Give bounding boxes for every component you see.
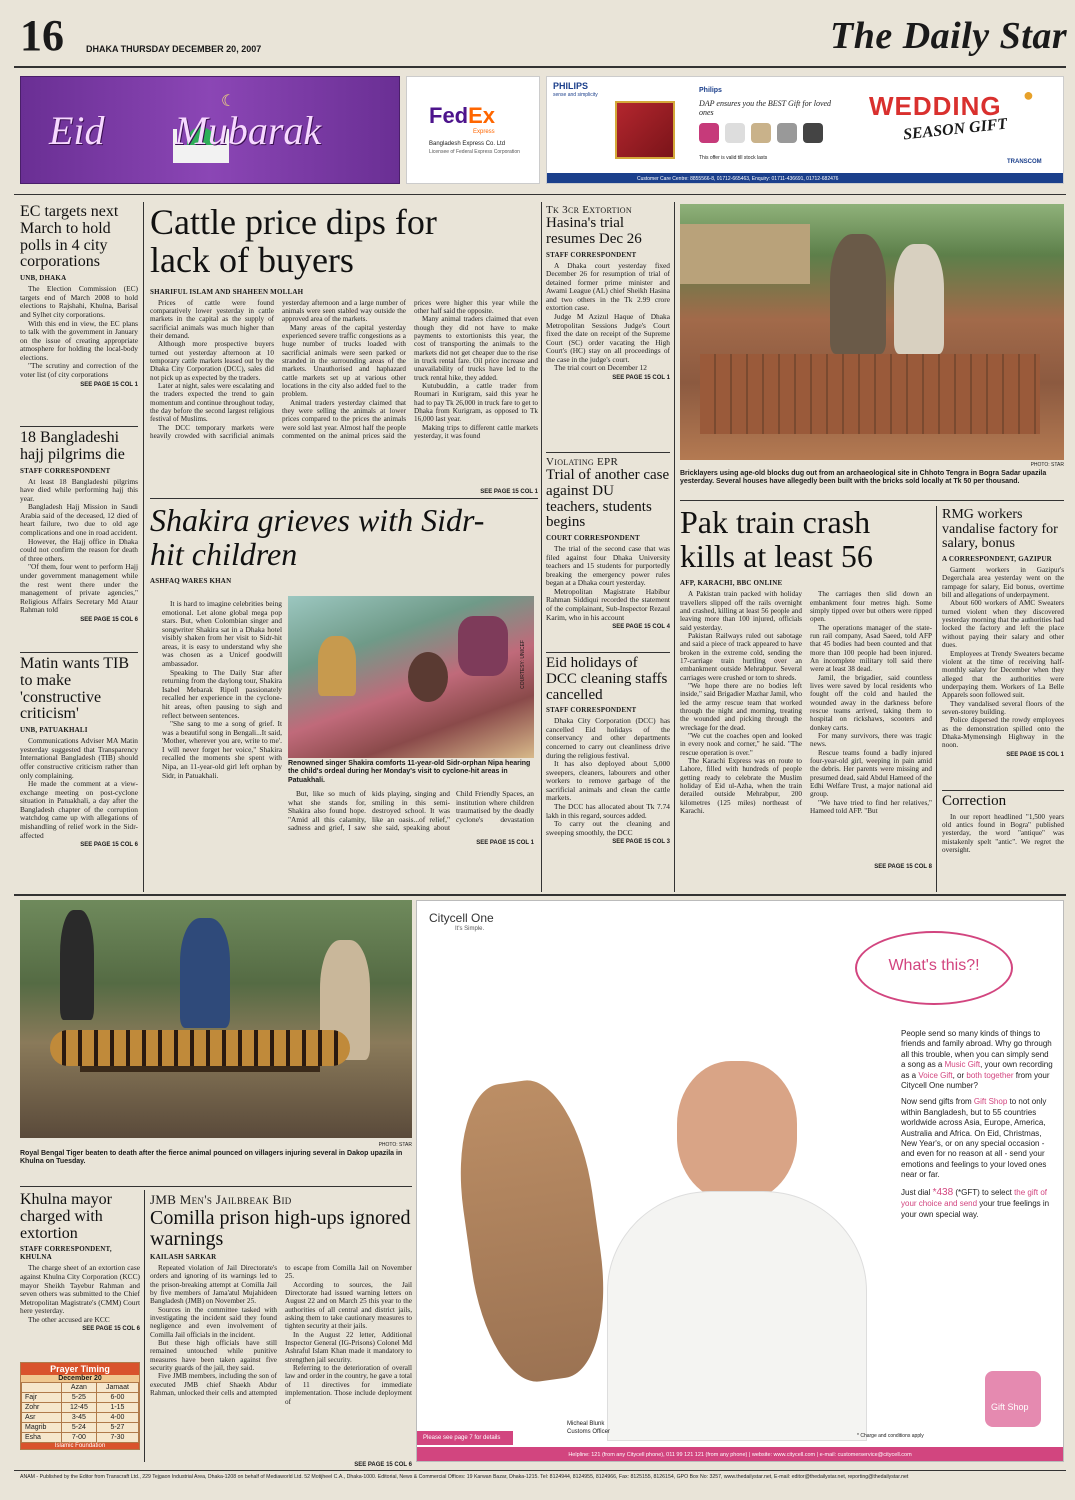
paragraph: However, the Hajj office in Dhaka could not confirm the reason for death of three others. <box>20 536 138 563</box>
col-divider-3 <box>674 202 675 892</box>
tiger-photo <box>20 900 412 1138</box>
story-body: In our report headlined "1,500 years old antics found in Bogra" published yesterday, the word "antique" was mistakenly spelt "antic". We regret the oversight. <box>942 812 1064 855</box>
speech-bubble <box>855 931 1013 1005</box>
paragraph: But, like so much of what she stands for, Shakira also found hope. "Amid all this calamity, sadness and grief, I saw kids playing, singing and smiling in this semi-destroyed school. It was like an oasis...of relief," she said, speaking about Child Friendly Spaces, an institution where children traumatised by the deadly cyclone's devastation <box>288 790 534 833</box>
fedex-licensee: Licensee of Federal Express Corporation <box>429 149 520 155</box>
see-page-link[interactable]: SEE PAGE 15 COL 6 <box>80 616 138 623</box>
paragraph: Many animal traders claimed that even though they did not have to make payments to extortionists this year, the cost of transporting the animals to the markets did not get cheaper due to the rise in truck rental fare. Oil price increase and unavailability of trucks have led to the truck rental hike, they added. <box>414 315 538 382</box>
footer-imprint: ANAM - Published by the Editor from Transcraft Ltd., 229 Tejgaon Industrial Area, Dhaka-1208 on behalf of Mediaworld Ltd. 52 Motijheel C.A., Dhaka-1000. Editorial, News & Commercial Offices: 19 Karwan Bazar, Dhaka-1215. Tel: 8124944, 8124955, 8124966, Fax: 8125155, 8126154, GPO Box No: 3257, www.thedailystar.net, E-mail: editor@thedailystar.net, reporting@thedailystar.net <box>20 1474 909 1480</box>
person-name: Micheal Blunk <box>567 1421 605 1427</box>
customs-officer-image <box>457 1021 877 1441</box>
prayer-name: Zohr <box>22 1403 62 1413</box>
copy-text: to select <box>979 1188 1015 1198</box>
see-page-link[interactable]: SEE PAGE 15 COL 3 <box>612 839 670 846</box>
paragraph: "The scrutiny and correction of the voter list (of city corporations <box>20 361 138 379</box>
paragraph: The DCC temporary markets were heavily crowded with sacrificial animals yesterday afternoon and a large number of animals were seen stabled way outside the approved area of the markets. <box>150 298 406 441</box>
shakira-body-col1 <box>162 600 282 832</box>
see-page-link[interactable]: SEE PAGE 15 COL 1 <box>1006 751 1064 758</box>
photo-caption: Royal Bengal Tiger beaten to death after the fierce animal pounced on villagers injuring several in Dakop upazila in Khulna on Tuesday. <box>20 1150 403 1166</box>
headline: EC targets next March to hold polls in 4 city corporations <box>20 203 119 271</box>
conditions-note: * Charge and conditions apply <box>857 1433 924 1439</box>
byline: ASHFAQ WARES KHAN <box>150 577 232 586</box>
story-body <box>942 566 1064 750</box>
paragraph: Garment workers in Gazipur's Degerchala area yesterday went on the rampage for salary, Eid bonus, overtime bill and allegations of underpayment. <box>942 566 1064 600</box>
col-divider-1 <box>143 202 144 892</box>
paragraph: Bangladesh Hajj Mission in Saudi Arabia said of the deceased, 12 died of heart failure, two due to old age complications and one in road accident. <box>20 502 138 538</box>
table-row <box>22 1433 139 1443</box>
paragraph: At least 18 Bangladeshi pilgrims have died while performing hajj this year. <box>20 477 138 503</box>
byline: STAFF CORRESPONDENT <box>20 466 111 475</box>
story-correction <box>942 794 1064 854</box>
fedex-company: Bangladesh Express Co. Ltd <box>429 141 506 147</box>
citycell-ad <box>416 900 1064 1462</box>
headline: RMG workers vandalise factory for salary, bonus <box>942 507 1058 552</box>
paragraph: The Karachi Express was en route to Lahore, filled with hundreds of people getting ready to celebrate the Muslim holiday of Eid ul-Azha, when the train derailed outside Mehrabpur, 200 kilometres (125 miles) northeast of Karachi. <box>680 757 802 816</box>
paragraph: It has also deployed about 5,000 sweepers, cleaners, labourers and other workers to remove garbage of the sacrificial animals and clean the cattle markets. <box>546 759 670 803</box>
byline: STAFF CORRESPONDENT <box>546 250 637 259</box>
voice-gift-highlight: Voice Gift <box>918 1070 953 1080</box>
headline: Hasina's trial resumes Dec 26 <box>546 215 642 247</box>
philips-promo: DAP ensures you the BEST Gift for loved ones <box>699 99 832 117</box>
mid-page-rule <box>14 894 1066 896</box>
copy-text: from your Citycell One number? <box>901 1070 1050 1090</box>
paragraph: Making trips to different cattle markets yesterday, it was found <box>414 423 538 441</box>
philips-ad <box>546 76 1064 184</box>
col-divider-5 <box>144 1190 145 1462</box>
paragraph: In the August 22 letter, Additional Inspector General (IG-Prisons) Colonel Md Ashraful Islam Khan made it mandatory to strengthen jail security. <box>285 1330 412 1364</box>
paragraph: The DCC has allocated about Tk 7.74 lakh in this regard, sources added. <box>546 802 670 820</box>
prayer-timing-box <box>20 1362 140 1450</box>
headline: Pak train crash kills at least 56 <box>680 504 873 574</box>
both-highlight: both together <box>966 1070 1014 1080</box>
cattle-rule <box>150 498 538 499</box>
copy-text: People send so many kinds of things to friends and family abroad. Why go through all this trouble, when you can simply send a song as a <box>901 1029 1052 1070</box>
paragraph: But these high officials have still remained untouched while punitive measures have been taken against five security guards of the jail, they said. <box>150 1339 277 1373</box>
see-page-link[interactable]: SEE PAGE 15 COL 6 <box>82 1326 140 1333</box>
philips-tagline: sense and simplicity <box>553 92 598 98</box>
transcom-logo: TRANSCOM <box>1007 159 1042 165</box>
story-body <box>20 737 138 840</box>
fedex-ex: Ex <box>468 103 496 128</box>
kicker: Violating EPR <box>546 456 619 468</box>
headline: Khulna mayor charged with extortion <box>20 1191 112 1242</box>
paragraph: Many areas of the capital yesterday experienced severe traffic congestions as a huge number of trucks loaded with sacrificial animals were seen parked or stranded in the surrounding areas of the markets. Unauthorised and haphazard cattle markets set up at various other locations in the city also added fuel to the problem. <box>282 323 406 399</box>
see-page-link[interactable]: SEE PAGE 15 COL 1 <box>612 375 670 382</box>
paragraph: The trial of the second case that was filed against four Dhaka University teachers and 15 students for purportedly breaking the emergency power rules began at a Dhaka court yesterday. <box>546 545 670 588</box>
azan-time: 5-24 <box>61 1423 96 1433</box>
col-divider-2 <box>541 202 542 892</box>
prayer-header: Jamaat <box>96 1383 138 1393</box>
paragraph: Referring to the deterioration of overall law and order in the country, he gave a total of 11 directives for immediate implementation. Those include deployment of <box>285 1364 412 1406</box>
col3-rule-1 <box>546 452 670 453</box>
story-cattle <box>150 204 538 495</box>
azan-time: 12-45 <box>61 1403 96 1413</box>
person-role: Customs Officer <box>567 1429 610 1435</box>
byline: A CORRESPONDENT, GAZIPUR <box>942 555 1052 564</box>
jamaat-time: 5-27 <box>96 1423 138 1433</box>
copy-text: , your own recording as a <box>901 1060 1053 1080</box>
byline: SHARIFUL ISLAM AND SHAHEEN MOLLAH <box>150 287 304 296</box>
crescent-icon: ☾ <box>221 93 236 110</box>
story-ec <box>20 204 138 388</box>
story-body <box>20 285 138 379</box>
paragraph: The Election Commission (EC) targets end of March 2008 to hold elections to Rajshahi, Khulna, Barisal and Sylhet city corporations. <box>20 285 138 319</box>
headline: Trial of another case against DU teachers, students begins <box>546 467 670 531</box>
story-body <box>546 717 670 837</box>
table-row <box>22 1423 139 1433</box>
paragraph: Sources in the committee tasked with investigating the incident said they found negligence and even involvement of Comilla Jail officials in the incident. <box>150 1305 277 1339</box>
footer-rule <box>14 1470 1066 1471</box>
col1-rule-1 <box>20 426 138 427</box>
paragraph: "She sang to me a song of grief. It was a beautiful song in Bengali...It said, 'Mother, wherever you are, write to me'. I will never forget her voice," Shakira recalled the moments she spent with Nipa, an 11-year-old girl left orphan by Sidr, in Patuakhali. <box>162 719 282 780</box>
prayer-table <box>21 1382 139 1443</box>
byline: STAFF CORRESPONDENT <box>546 706 637 715</box>
paragraph: According to sources, the Jail Directorate had issued warning letters on August 22 and on March 25 this year to the authorities of all central and district jails, asking them to take cautionary measures to tighten security at their jails. <box>285 1280 412 1331</box>
col1-rule-2 <box>20 652 138 653</box>
story-body <box>150 1264 412 1460</box>
paragraph: Prices of cattle were found comparatively lower yesterday in cattle markets in the capital as the supply of sacrificial animals was much higher than their demand. <box>150 298 274 340</box>
paper-name-logo: The Daily Star <box>830 15 1068 57</box>
see-page-link[interactable]: SEE PAGE 15 COL 4 <box>612 624 670 631</box>
prayer-title: Prayer Timing <box>21 1363 139 1375</box>
paragraph: About 600 workers of AMC Sweaters turned violent when they discovered yesterday morning that the authorities had locked the factory and left the place without paying their salary and other dues. <box>942 599 1064 650</box>
prayer-header: Azan <box>61 1383 96 1393</box>
jamaat-time: 4-00 <box>96 1413 138 1423</box>
bubble-text: What's this?! <box>888 957 980 974</box>
copy-text: (*GFT) <box>953 1188 980 1198</box>
dial-code: *438 <box>932 1187 954 1199</box>
paragraph: Kutubuddin, a cattle trader from Roumari in Kurigram, said this year he had to pay Tk 26,000 in truck fare to get to Dhaka from Kurigram, as opposed to Tk 16,000 last year. <box>414 382 538 424</box>
story-hajj <box>20 430 138 623</box>
gift-shop-logo <box>985 1371 1041 1427</box>
prayer-name: Fajr <box>22 1393 62 1403</box>
paragraph: Police dispersed the rowdy employees as the demonstration spilled onto the Dhaka-Mymensingh Highway in the noon. <box>942 716 1064 750</box>
music-gift-highlight: Music Gift <box>944 1060 981 1070</box>
col3-rule-2 <box>546 652 670 653</box>
copy-text: Now send gifts from <box>901 1097 974 1107</box>
jamaat-time: 6-00 <box>96 1393 138 1403</box>
story-dcc <box>546 656 670 845</box>
headline: Cattle price dips for lack of buyers <box>150 202 437 280</box>
table-row <box>22 1403 139 1413</box>
fedex-ad <box>406 76 540 184</box>
photo-credit: COURTESY: UNICEF <box>520 640 526 689</box>
copy-text: to not only within Bangladesh, but to 55 countries worldwide across Asia, Europe, America, Australia and Africa. On Eid, Christmas, New Year's, or on any special occasion - and even for no reason at all - send your emotions and feelings to your loved ones near or far. <box>901 1097 1047 1180</box>
headline: Eid holidays of DCC cleaning staffs cancelled <box>546 655 668 703</box>
headline: Matin wants TIB to make 'constructive criticism' <box>20 655 130 723</box>
see-page-link[interactable]: SEE PAGE 15 COL 6 <box>80 842 138 849</box>
paragraph: The other accused are KCC <box>28 1314 110 1324</box>
paragraph: They vandalised several floors of the seven-storey building. <box>942 699 1064 716</box>
bricks-rule <box>680 500 1064 501</box>
citycell-copy <box>901 1029 1053 1220</box>
paragraph: Metropolitan Magistrate Habibur Rahman Siddiqui recorded the statement of the complainant, Sub-Inspector Rezaul Karim, who in his account <box>546 586 670 622</box>
paragraph: "Of them, four went to perform Hajj under government management while the rest went there under the management of private agencies," Religious Affairs Secretary Md Ataur Rahman told <box>20 562 138 615</box>
prayer-name: Asr <box>22 1413 62 1423</box>
gift-box-image <box>615 101 675 159</box>
headline: Shakira grieves with Sidr-hit children <box>150 502 485 572</box>
tiger-rule <box>20 1186 412 1187</box>
story-body <box>20 1264 140 1324</box>
choice-highlight: the gift of your choice and send <box>901 1188 1047 1209</box>
paragraph: Speaking to The Daily Star after returning from the daylong tour, Shakira Isabel Mebarak Ripoll passionately recalled her experience in the cyclone-hit areas, often pausing to sigh and reflect between sentences. <box>162 667 282 720</box>
byline: AFP, KARACHI, BBC ONLINE <box>680 579 783 588</box>
paragraph: "We have tried to find her relatives," Hameed told AFP. "But <box>810 798 932 816</box>
see-page-link[interactable]: SEE PAGE 15 COL 8 <box>874 864 932 871</box>
prayer-name: Esha <box>22 1433 62 1443</box>
paragraph: The carriages then slid down an embankment four metres high. Some simply tipped over but others were ripped open. <box>810 590 932 624</box>
paragraph: To carry out the cleaning and sweeping smoothly, the DCC <box>546 819 670 837</box>
paragraph: It is hard to imagine celebrities being emotional. Let alone global mega pop stars. But, when Colombian singer and songwriter Shakira sat in a Dhaka hotel visibly shaken from her visit to Sidr-hit areas, it is easy to understand why she was chosen as a Unicef goodwill ambassador. <box>162 600 282 669</box>
wedding-text: WEDDING <box>869 91 1002 121</box>
see-page-link[interactable]: SEE PAGE 15 COL 1 <box>480 488 538 495</box>
jamaat-time: 1-15 <box>96 1403 138 1413</box>
photo-caption: Renowned singer Shakira comforts 11-year-old Sidr-orphan Nipa hearing the child's ordeal during her Monday's visit to cyclone-hit areas in Patuakhali. <box>288 760 531 784</box>
azan-time: 5-25 <box>61 1393 96 1403</box>
paragraph: He made the comment at a view-exchange meeting on post-cyclone situation in Patuakhali, a day after the Bangladesh chapter of the corruption watchdog came up with allegations of mishandling of relief work in the Sidr-affected <box>20 779 138 840</box>
paragraph: Jamil, the brigadier, said countless lives were saved by local residents who fought off the cold and hauled the wounded away in the darkness before rescue teams arrived, taking them to hospital on rickshaws, scooters and donkey carts. <box>810 673 932 732</box>
story-tib <box>20 656 138 848</box>
paragraph: Pakistan Railways ruled out sabotage and said a piece of track appeared to have broken in the extreme cold, sending the 17-carriage train hurtling over an embankment outside Mehrabpur. Several carriages were crushed or torn to shreds. <box>680 631 802 682</box>
citycell-tag: It's Simple. <box>455 926 485 932</box>
paragraph: The operations manager of the state-run rail company, Asad Saeed, told AFP that 45 bodies had been counted and that more than 100 people had been injured. An incomplete military toll said there were at least 38 dead. <box>810 623 932 674</box>
philips-brand: Philips <box>699 87 722 94</box>
story-jmb <box>150 1192 412 1468</box>
paragraph: A Pakistan train packed with holiday travellers slipped off the rails overnight and crashed, killing at least 56 people and leaving more than 100 injured, officials said yesterday. <box>680 590 802 632</box>
story-body <box>546 545 670 622</box>
byline: KAILASH SARKAR <box>150 1253 217 1261</box>
headline: Comilla prison high-ups ignored warnings <box>150 1207 411 1250</box>
copy-text: Just dial <box>901 1188 933 1198</box>
see-page-banner[interactable]: Please see page 7 for details <box>417 1431 513 1445</box>
paragraph: Rescue teams found a badly injured four-year-old girl, weeping in pain amid the debris. Her parents were missing and presumed dead, said Abdul Hameed of the Edhi Welfare Trust, a major national aid group. <box>810 748 932 799</box>
rmg-rule <box>942 790 1064 791</box>
balloons-icon: ● <box>1023 85 1034 105</box>
paragraph: "We cut the coaches open and looked in every nook and corner," he said. "The rescue operation is over." <box>680 732 802 757</box>
story-body <box>680 590 932 862</box>
paragraph: Judge M Azizul Haque of Dhaka Metropolitan Sessions Judge's Court fixed the date on receipt of the Supreme Court (SC) order vacating the High Court's (HC) stay on all proceedings of the case in the judge's court. <box>546 311 670 364</box>
paragraph: Later at night, sales were escalating and the traders expected the trend to gain momentum and continue throughout today, the day before the second largest religious festival of Muslims. <box>150 382 274 424</box>
jamaat-time: 7-30 <box>96 1433 138 1443</box>
fedex-fed: Fed <box>429 103 469 128</box>
bricks-photo <box>680 204 1064 460</box>
philips-offer-note: This offer is valid till stock lasts <box>699 155 768 161</box>
table-row <box>22 1413 139 1423</box>
paragraph: Five JMB members, including the son of executed JMB chief Shaekh Abdur Rahman, unlocked their cells and attempted to escape from Comilla Jail on November 25. <box>150 1264 412 1398</box>
dateline: DHAKA THURSDAY DECEMBER 20, 2007 <box>86 44 262 54</box>
appliance-strip <box>699 123 859 145</box>
copy-text: , or <box>952 1070 967 1080</box>
kicker: Tk 3cr Extortion <box>546 204 632 216</box>
col-divider-4 <box>936 506 937 892</box>
story-hasina <box>546 204 670 381</box>
story-body <box>150 299 538 487</box>
photo-credit: PHOTO: STAR <box>1030 462 1064 468</box>
paragraph: Dhaka City Corporation (DCC) has cancelled Eid holidays of the conservancy and other departments concerned to carry out cleanliness drive during the religious festival. <box>546 717 670 760</box>
paragraph: The charge sheet of an extortion case against Khulna City Corporation (KCC) mayor Sheikh Tayebur Rahman and seven others was submitted to the Chief Metropolitan Magistrate's (CMM) Court here yesterday. <box>20 1264 140 1316</box>
byline: UNB, PATUAKHALI <box>20 726 88 735</box>
story-body <box>546 262 670 374</box>
philips-logo: PHILIPS <box>553 81 589 91</box>
story-du <box>546 456 670 630</box>
byline: STAFF CORRESPONDENT, KHULNA <box>20 1245 112 1262</box>
ads-rule <box>14 194 1066 195</box>
paragraph: Employees at Trendy Sweaters became violent at the time of receiving half-monthly salary for December when they alleged that the authorities were underpaying them. Workers of La Belle Apparels soon followed suit. <box>942 649 1064 700</box>
shakira-photo <box>288 596 534 758</box>
copy-text: your true feelings in your own special way. <box>901 1199 1050 1219</box>
headline: Correction <box>942 793 1007 809</box>
prayer-header <box>22 1383 62 1393</box>
see-page-link[interactable]: SEE PAGE 15 COL 1 <box>476 840 534 846</box>
gift-shop-text: Gift Shop <box>991 1402 1029 1412</box>
masthead-rule <box>14 66 1066 68</box>
story-body <box>20 478 138 615</box>
see-page-link[interactable]: SEE PAGE 15 COL 1 <box>80 381 138 388</box>
story-shakira <box>150 504 538 588</box>
gift-shop-highlight: Gift Shop <box>973 1097 1008 1107</box>
helpline-bar: Helpline: 121 (from any Citycell phone), 011 99 121 121 (from any phone) | website: www.citycell.com | e-mail: customerservice@citycell.com <box>417 1447 1063 1462</box>
prayer-name: Magrib <box>22 1423 62 1433</box>
page-number: 16 <box>20 11 64 60</box>
photo-credit: PHOTO: STAR <box>378 1142 412 1148</box>
eid-mubarak-ad <box>20 76 400 184</box>
paragraph: Communications Adviser MA Matin yesterday suggested that Transparency International Bangladesh (TIB) should offer constructive criticism rather than only complaining. <box>20 737 138 780</box>
paragraph: Repeated violation of Jail Directorate's orders and ignoring of its warnings led to the prison-breaking attempt at Comilla Jail by five members of Jama'atul Mujahideen Bangladesh (JMB) on November 25. <box>150 1264 277 1306</box>
byline: UNB, DHAKA <box>20 274 67 283</box>
paragraph: Animal traders yesterday claimed that they were selling the animals at lower prices compared to the prices the animals were sold last year. Almost half the people commented on the animal prices said the prices were higher this year while the other half said the opposite. <box>282 298 538 441</box>
paragraph: With this end in view, the EC plans to talk with the government in January on the issue of creating appropriate atmosphere for holding the local-body elections. <box>20 318 138 362</box>
see-page-link[interactable]: SEE PAGE 15 COL 6 <box>354 1462 412 1468</box>
paragraph: "We hope there are no bodies left inside," said Brigadier Mazhar Jamil, who led the army rescue team that worked through the night and morning, treating the wounded and picking through the wreckage for the dead. <box>680 681 802 732</box>
citycell-logo: Citycell One <box>429 911 494 925</box>
paragraph: The trial court on December 12 <box>554 363 647 373</box>
paragraph: For many survivors, there was tragic news. <box>810 732 932 749</box>
headline: 18 Bangladeshi hajj pilgrims die <box>20 429 125 463</box>
shakira-body-cols <box>288 790 534 836</box>
byline: COURT CORRESPONDENT <box>546 534 640 542</box>
season-gift-text: SEASON GIFT <box>902 115 1009 144</box>
fedex-express: Express <box>473 129 495 135</box>
philips-care-bar: Customer Care Centre: 8855566-8, 01712-665463, Enquiry: 01711-436691, 01712-682476 <box>547 173 1063 184</box>
paragraph: A Dhaka court yesterday fixed December 26 for resumption of trial of detained former prime minister and Awami League (AL) chief Sheikh Hasina and two others in the Tk 2.99 crore extortion case. <box>546 261 670 313</box>
photo-caption: Bricklayers using age-old blocks dug out from an archaeological site in Chhoto Tengra in Bogra Sadar upazila yesterday. Several houses have allegedly been built with the bricks sold locally at Tk 50 per thousand. <box>680 470 1047 486</box>
azan-time: 3-45 <box>61 1413 96 1423</box>
story-rmg <box>942 508 1064 758</box>
kicker: JMB Men's Jailbreak Bid <box>150 1192 292 1207</box>
story-train <box>680 506 932 870</box>
prayer-date: December 20 <box>21 1375 139 1382</box>
azan-time: 7-00 <box>61 1433 96 1443</box>
table-row <box>22 1393 139 1403</box>
story-khulna <box>20 1192 140 1332</box>
paragraph: Although more prospective buyers turned out yesterday afternoon at 10 temporary cattle markets leased out by the Dhaka City Corporation (DCC), sales did not pick up as expected by the traders. <box>150 340 274 382</box>
prayer-source: Islamic Foundation <box>21 1443 139 1449</box>
eid-text: Eid Mubarak <box>49 108 322 153</box>
